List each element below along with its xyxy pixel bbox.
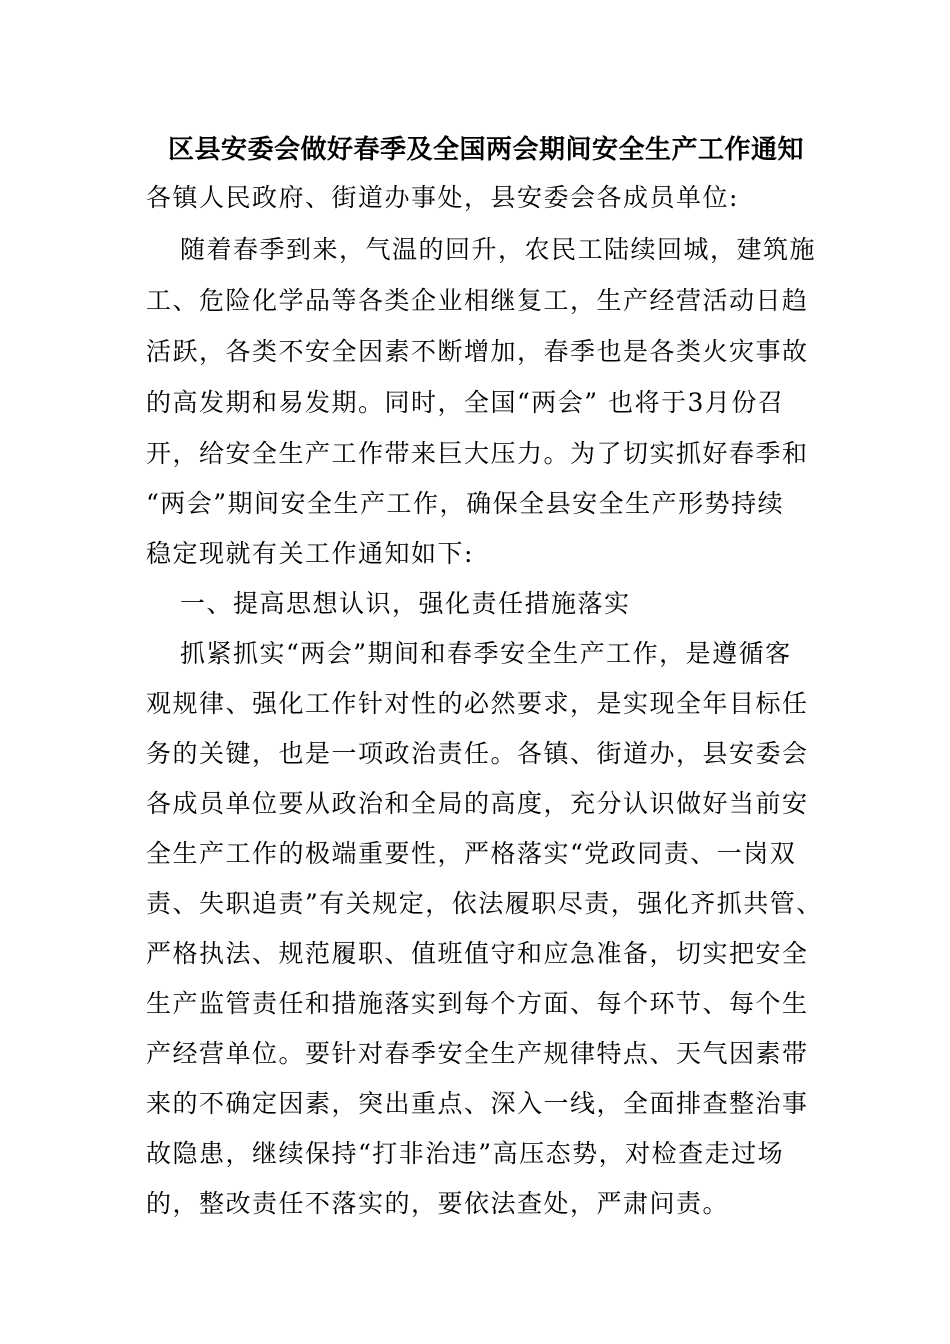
paragraph-line: 开，给安全生产工作带来巨大压力。为了切实抓好春季和 (146, 439, 809, 468)
paragraph-line: 生产监管责任和措施落实到每个方面、每个环节、每个生 (146, 989, 809, 1018)
paragraph-line: 故隐患，继续保持“打非治违”高压态势，对检查走过场 (146, 1139, 785, 1168)
salutation-line: 各镇人民政府、街道办事处，县安委会各成员单位: (146, 183, 739, 212)
paragraph-line: 随着春季到来，气温的回升，农民工陆续回城，建筑施 (180, 235, 817, 264)
paragraph-line: 全生产工作的极端重要性，严格落实“党政同责、一岗双 (146, 839, 797, 868)
paragraph-line: 稳定现就有关工作通知如下: (146, 539, 474, 568)
paragraph-line: 严格执法、规范履职、值班值守和应急准备，切实把安全 (146, 939, 809, 968)
paragraph-line: 工、危险化学品等各类企业相继复工，生产经营活动日趋 (146, 286, 809, 315)
paragraph-line: 责、失职追责”有关规定，依法履职尽责，强化齐抓共管、 (146, 889, 823, 918)
paragraph-line: 产经营单位。要针对春季安全生产规律特点、天气因素带 (146, 1039, 809, 1068)
paragraph-line: 各成员单位要从政治和全局的高度，充分认识做好当前安 (146, 789, 809, 818)
paragraph-line: 活跃，各类不安全因素不断增加，春季也是各类火灾事故 (146, 337, 809, 366)
paragraph-line: “两会”期间安全生产工作，确保全县安全生产形势持续 (146, 489, 785, 518)
paragraph-line: 务的关键，也是一项政治责任。各镇、街道办，县安委会 (146, 739, 809, 768)
paragraph-line: 来的不确定因素，突出重点、深入一线，全面排查整治事 (146, 1089, 809, 1118)
paragraph-line: 的高发期和易发期。同时，全国“两会” 也将于3月份召 (146, 388, 785, 417)
paragraph-line: 观规律、强化工作针对性的必然要求，是实现全年目标任 (146, 689, 809, 718)
paragraph-line: 的，整改责任不落实的，要依法查处，严肃问责。 (146, 1189, 730, 1218)
section-heading: 一、提高思想认识，强化责任措施落实 (180, 589, 631, 618)
document-title: 区县安委会做好春季及全国两会期间安全生产工作通知 (168, 135, 805, 165)
paragraph-line: 抓紧抓实“两会”期间和春季安全生产工作，是遵循客 (180, 639, 792, 668)
